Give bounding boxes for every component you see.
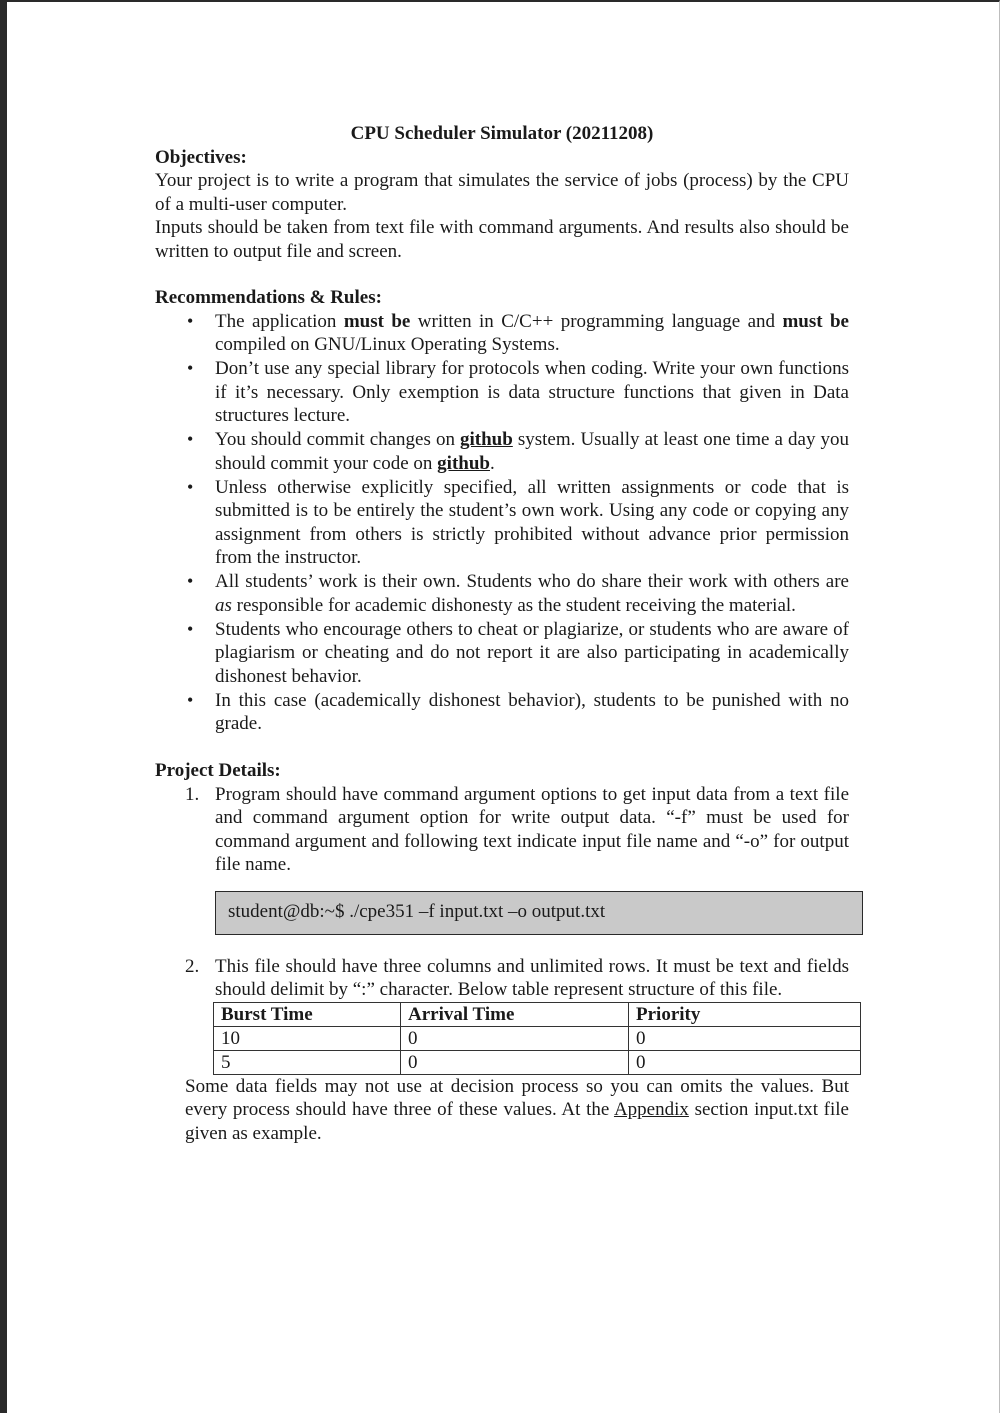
rules-list	[155, 310, 849, 736]
command-text: student@db:~$ ./cpe351 –f input.txt –o output.txt	[228, 900, 606, 922]
details-list-2	[155, 955, 849, 1002]
github-link[interactable]: github	[460, 429, 513, 450]
bullet-icon: •	[187, 618, 194, 639]
bullet-icon: •	[187, 571, 194, 591]
bullet-icon: •	[187, 476, 194, 497]
page-title: CPU Scheduler Simulator (20211208)	[350, 123, 654, 144]
rule-item-4: • Unless otherwise explicitly specified, all written assignments or code that is submitted is to be entirely the student’s own work. Using any code or copying any assignment from others is strictly prohibited without advance prior permission from the instructor.	[187, 476, 849, 568]
details-heading: Project Details:	[155, 760, 281, 781]
objectives-paragraph-1: Your project is to write a program that simulates the service of jobs (process) by the CPU of a multi-user computer.	[155, 170, 849, 215]
github-link[interactable]: github	[437, 452, 490, 474]
details-list	[155, 783, 849, 877]
table-cell: 0	[401, 1050, 629, 1074]
rule-item-3: • You should commit changes on github system. Usually at least one time a day you should commit your code on github.	[187, 429, 850, 474]
table-cell: 5	[214, 1050, 401, 1074]
input-structure-table	[213, 1002, 861, 1075]
bullet-icon: •	[187, 310, 194, 331]
table-cell: 10	[214, 1026, 401, 1050]
bullet-icon: •	[187, 689, 194, 710]
rule-item-7: • In this case (academically dishonest behavior), students to be punished with no grade.	[187, 689, 849, 734]
bullet-icon: •	[187, 358, 194, 378]
table-row	[214, 1026, 861, 1050]
document-content	[155, 122, 849, 1145]
bullet-icon: •	[187, 429, 194, 449]
table-header-row	[214, 1002, 861, 1026]
rule-item-5: • All students’ work is their own. Students who do share their work with others are as responsible for academic dishonesty as the student receiving the material.	[187, 571, 849, 616]
table-header: Burst Time	[214, 1002, 401, 1026]
objectives-paragraph-2: Inputs should be taken from text file with command arguments. And results also should be written to output file and screen.	[155, 217, 849, 262]
table-cell: 0	[629, 1026, 861, 1050]
item-number: 1.	[185, 783, 200, 805]
table-header: Priority	[629, 1002, 861, 1026]
details-item-2: 2. This file should have three columns and unlimited rows. It must be text and fields should delimit by “:” character. Below table represent structure of this file.	[185, 955, 849, 1000]
command-example-box	[215, 891, 863, 935]
appendix-link[interactable]: Appendix	[613, 1099, 689, 1120]
details-item-1: 1. Program should have command argument options to get input data from a text file and command argument option for write output data. “-f” must be used for command argument and following text indicate input file name and “-o” for output file name.	[185, 783, 849, 875]
table-cell: 0	[629, 1050, 861, 1074]
rule-item-1: • The application must be written in C/C++ programming language and must be compiled on GNU/Linux Operating Systems.	[187, 310, 849, 355]
objectives-heading: Objectives:	[155, 146, 247, 168]
table-note-paragraph: Some data fields may not use at decision process so you can omits the values. But every process should have three of these values. At the Appendix section input.txt file given as example.	[185, 1075, 849, 1144]
rules-heading: Recommendations & Rules:	[155, 287, 382, 308]
item-number: 2.	[185, 955, 200, 977]
table-header: Arrival Time	[401, 1002, 629, 1026]
rule-item-2: • Don’t use any special library for protocols when coding. Write your own functions if it’s necessary. Only exemption is data structure functions that given in Data structures lecture.	[187, 358, 849, 426]
table-cell: 0	[401, 1026, 629, 1050]
table-row	[214, 1050, 861, 1074]
rule-item-6: • Students who encourage others to cheat or plagiarize, or students who are aware of plagiarism or cheating and do not report it are also participating in academically dishonest behavior.	[187, 618, 849, 687]
